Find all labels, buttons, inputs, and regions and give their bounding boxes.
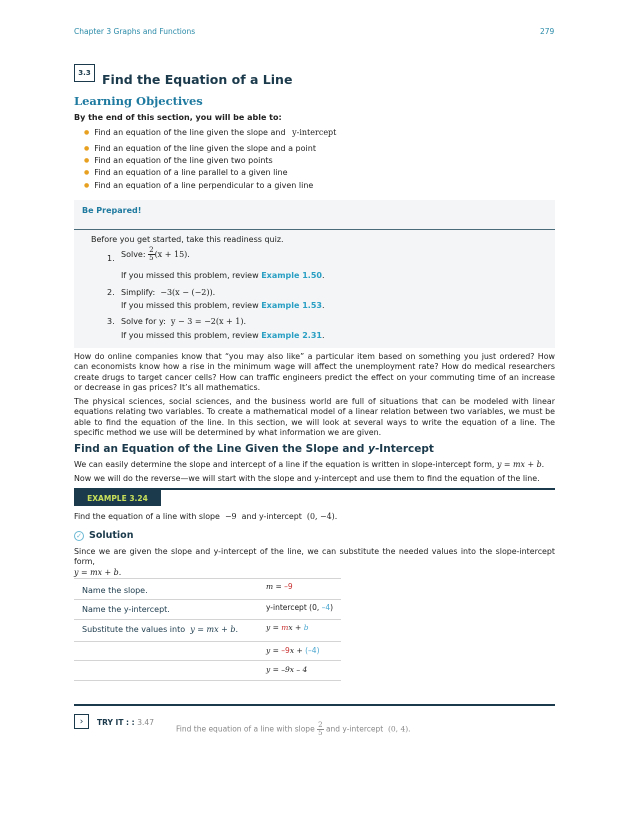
fraction: $\frac{2}{5}$ (318, 721, 323, 737)
quiz-label: Solve: (121, 250, 146, 259)
quiz-label: Simplify: (121, 288, 156, 297)
intro-paragraph: The physical sciences, social sciences, and the business world are full of situations that can be modeled with linear equations relating two variables. To create a mathematical model of a linear relation between two variables, we must be able to find the equation of the line. In this section, we will look at several ways to write the equation of a line. The specific method we use will be determined by what information we are given. (74, 397, 555, 437)
page-number: 279 (540, 27, 555, 36)
solution-heading: ✓ Solution (74, 530, 133, 541)
objective-text: Find an equation of the line given the slope and (94, 128, 286, 137)
step-label: Name the y-intercept. (82, 605, 170, 614)
objective-text: Find an equation of a line parallel to a given line (94, 168, 288, 177)
try-it-text: Find the equation of a line with slope $\frac{2}{5}$ and y-intercept (0, 4). (176, 721, 411, 737)
review-link[interactable]: Example 1.53 (261, 301, 322, 310)
quiz-question (121, 288, 215, 297)
objective-item (84, 168, 288, 177)
quiz-review: If you missed this problem, review Example 1.53. (121, 301, 325, 310)
step-value: y-intercept (0, –4) (266, 603, 334, 612)
subsection-paragraph: Now we will do the reverse—we will start with the slope and y-intercept and use them to find the equation of the line. (74, 474, 540, 483)
learning-objectives-title: Learning Objectives (74, 94, 203, 108)
be-prepared-title: Be Prepared! (82, 206, 142, 215)
objective-item (84, 181, 313, 190)
try-it-label: TRY IT : : 3.47 (97, 718, 154, 727)
objective-item (84, 144, 316, 153)
section-number-box: 3.3 (74, 64, 95, 82)
intro-paragraph: How do online companies know that “you may also like” a particular item based on something you just ordered? How can economists know how a rise in the minimum wage will affect the unemployment rate? How do medical researchers create drugs to target cancer cells? How can traffic engineers predict the effect on your commuting time of an increase or decrease in gas prices? It’s all mathematics. (74, 352, 555, 392)
table-rule (74, 641, 341, 642)
table-rule (74, 660, 341, 661)
bullet-icon: ● (84, 182, 90, 189)
chevron-right-icon[interactable]: › (74, 714, 89, 729)
objective-math: y-intercept (292, 128, 337, 137)
quiz-review: If you missed this problem, review Example 2.31. (121, 331, 325, 340)
be-prepared-divider (74, 229, 555, 230)
step-label: Name the slope. (82, 586, 148, 595)
table-rule (74, 619, 341, 620)
quiz-review: If you missed this problem, review Example 1.50. (121, 271, 325, 280)
review-link[interactable]: Example 1.50 (261, 271, 322, 280)
quiz-math: −3(x − (−2)). (160, 288, 216, 297)
step-value: y = –9x + (–4) (266, 646, 320, 655)
quiz-label: Solve for y: (121, 317, 166, 326)
step-value: y = –9x – 4 (266, 665, 308, 674)
quiz-number: 1. (107, 254, 115, 263)
step-value: y = mx + b (266, 623, 309, 632)
bullet-icon: ● (84, 129, 90, 136)
table-rule (74, 578, 341, 579)
quiz-question (121, 317, 246, 326)
check-circle-icon: ✓ (74, 531, 84, 541)
objective-text: Find an equation of the line given the slope and a point (94, 144, 316, 153)
bullet-icon: ● (84, 157, 90, 164)
step-value: m = –9 (266, 582, 293, 591)
bullet-icon: ● (84, 145, 90, 152)
quiz-intro: Before you get started, take this readiness quiz. (91, 235, 284, 244)
running-header-chapter: Chapter 3 Graphs and Functions (74, 27, 196, 36)
quiz-math: y − 3 = −2(x + 1). (170, 317, 247, 326)
example-prompt: Find the equation of a line with slope −9 and y-intercept (0, −4). (74, 512, 338, 521)
example-badge: EXAMPLE 3.24 (74, 490, 161, 506)
solution-text: Since we are given the slope and y-intercept of the line, we can substitute the needed values into the slope-intercept form, y = mx + b. (74, 547, 555, 577)
example-bottom-rule (74, 704, 555, 706)
review-link[interactable]: Example 2.31 (261, 331, 322, 340)
subsection-paragraph: We can easily determine the slope and intercept of a line if the equation is written in slope-intercept form, y = mx + b. (74, 460, 545, 469)
table-rule (74, 599, 341, 600)
objective-text: Find an equation of a line perpendicular to a given line (94, 181, 314, 190)
objective-text: Find an equation of the line given two points (94, 156, 273, 165)
step-label: Substitute the values into y = mx + b. (82, 625, 239, 634)
objective-item (84, 128, 336, 137)
objective-item (84, 156, 273, 165)
quiz-question (121, 247, 190, 262)
quiz-number: 2. (107, 288, 115, 297)
bullet-icon: ● (84, 169, 90, 176)
table-rule (74, 680, 341, 681)
learning-objectives-intro: By the end of this section, you will be able to: (74, 113, 282, 122)
section-title: Find the Equation of a Line (102, 72, 293, 87)
subsection-title: Find an Equation of the Line Given the Slope and y-Intercept (74, 443, 434, 455)
quiz-math: (x + 15). (154, 250, 190, 259)
fraction: $\frac{2}{5}$ (149, 246, 154, 262)
quiz-number: 3. (107, 317, 115, 326)
